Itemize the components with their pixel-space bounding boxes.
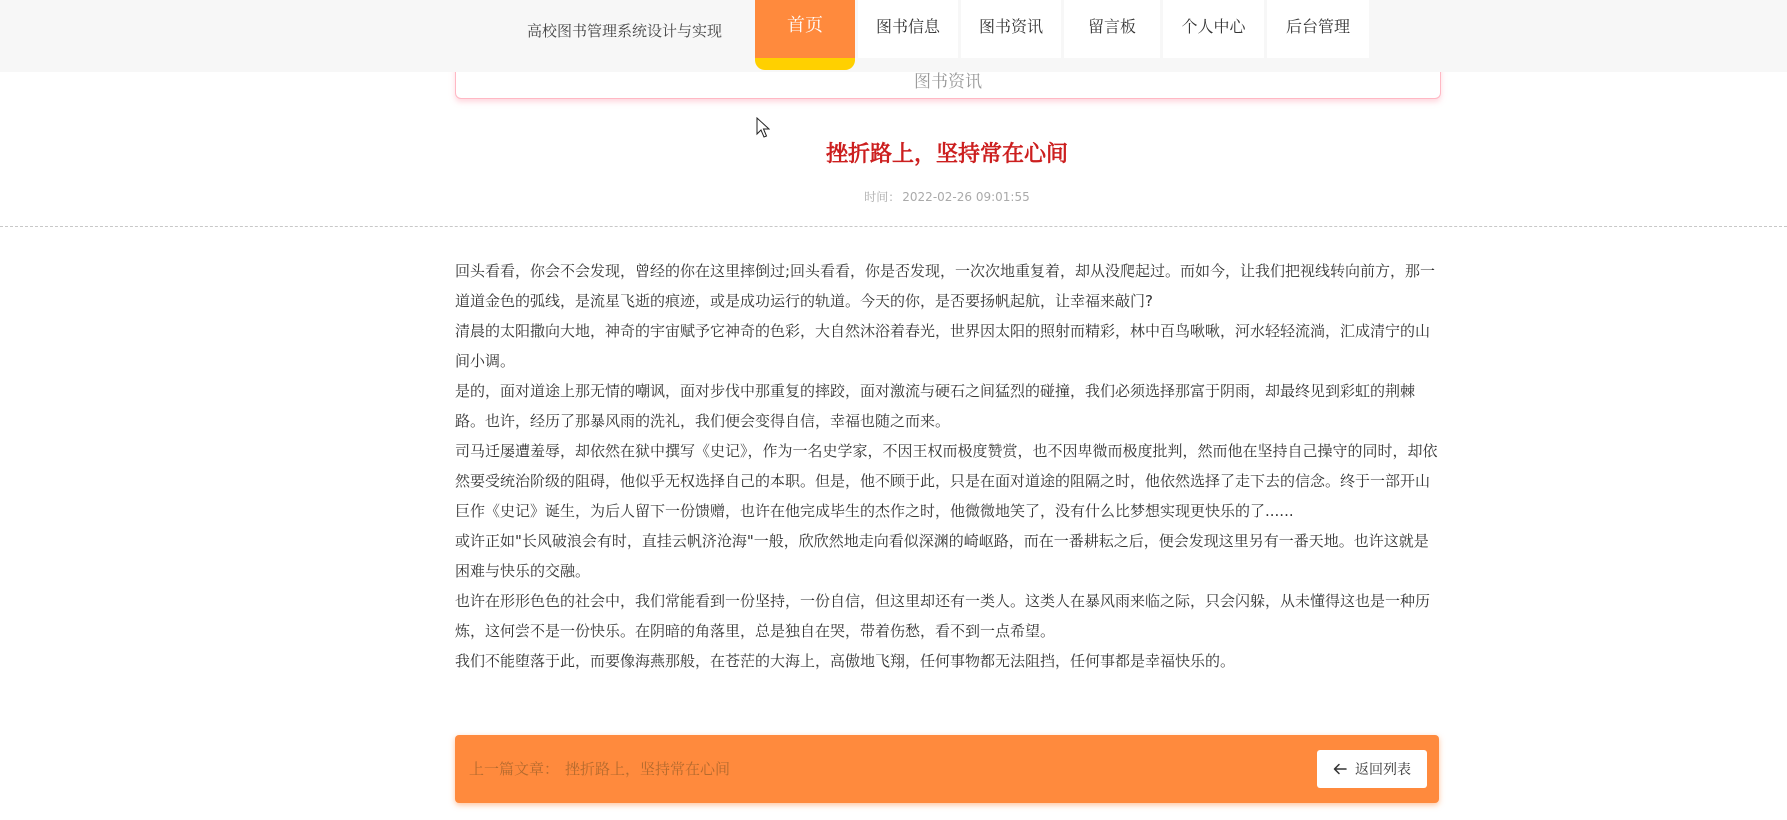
article-time [455,188,1439,205]
article-content [455,256,1439,676]
prev-article-label: 上一篇文章： [469,760,560,778]
nav-item-personal-center[interactable]: 个人中心 [1163,0,1264,58]
nav-item-admin[interactable]: 后台管理 [1267,0,1369,58]
site-title: 高校图书管理系统设计与实现 [527,22,723,40]
article-paragraph: 是的，面对道途上那无情的嘲讽，面对步伐中那重复的摔跤，面对激流与硬石之间猛烈的碰撞，我们必须选择那富于阴雨，却最终见到彩虹的荆棘路。也许，经历了那暴风雨的洗礼，我们便会变得自信，幸福也随之而来。 [455,382,1416,430]
arrow-left-icon [1333,763,1347,775]
article-paragraph: 司马迁屡遭羞辱，却依然在狱中撰写《史记》，作为一名史学家，不因王权而极度赞赏，也不因卑微而极度批判，然而他在坚持自己操守的同时，却依然要受统治阶级的阻碍，他似乎无权选择自己的本职。但是，他不顾于此，只是在面对道途的阻隔之时，他依然选择了走下去的信念。终于一部开山巨作《史记》诞生，为后人留下一份馈赠，也许在他完成毕生的杰作之时，他微微地笑了，没有什么比梦想实现更快乐的了...... [455,442,1438,520]
article-paragraph: 也许在形形色色的社会中，我们常能看到一份坚持，一份自信，但这里却还有一类人。这类人在暴风雨来临之际，只会闪躲，从未懂得这也是一种历炼，这何尝不是一份快乐。在阴暗的角落里，总是独自在哭，带着伤愁，看不到一点希望。 [455,592,1431,640]
nav-item-home[interactable]: 首页 [755,0,855,70]
article-paragraph: 清晨的太阳撒向大地，神奇的宇宙赋予它神奇的色彩，大自然沐浴着春光，世界因太阳的照射而精彩，林中百鸟啾啾，河水轻轻流淌，汇成清宁的山间小调。 [455,322,1431,370]
back-to-list-button[interactable] [1317,750,1427,788]
section-title: 图书资讯 [914,72,982,92]
article-paragraph: 回头看看，你会不会发现，曾经的你在这里摔倒过;回头看看，你是否发现，一次次地重复着，却从没爬起过。而如今，让我们把视线转向前方，那一道道金色的弧线，是流星飞逝的痕迹，或是成功运行的轨道。今天的你，是否要扬帆起航，让幸福来敲门? [455,262,1436,310]
main-nav [755,0,1372,70]
mouse-cursor-icon [756,117,770,139]
nav-item-message-board[interactable]: 留言板 [1064,0,1160,58]
prev-article-link[interactable]: 挫折路上，坚持常在心间 [565,760,731,778]
article-paragraph: 我们不能堕落于此，而要像海燕那般，在苍茫的大海上，高傲地飞翔，任何事物都无法阻挡，任何事都是幸福快乐的。 [455,652,1236,670]
prev-article [469,758,730,779]
back-to-list-label: 返回列表 [1355,762,1411,778]
top-navbar [0,0,1787,72]
time-label: 时间： [864,190,901,204]
nav-item-book-news[interactable]: 图书资讯 [961,0,1061,58]
nav-item-book-info[interactable]: 图书信息 [858,0,958,58]
time-value: 2022-02-26 09:01:55 [902,190,1030,204]
divider [0,226,1787,227]
article-footer-bar [455,735,1439,803]
article-title: 挫折路上，坚持常在心间 [825,142,1068,167]
article-paragraph: 或许正如"长风破浪会有时，直挂云帆济沧海"一般，欣欣然地走向看似深渊的崎岖路，而在一番耕耘之后，便会发现这里另有一番天地。也许这就是困难与快乐的交融。 [455,532,1429,580]
